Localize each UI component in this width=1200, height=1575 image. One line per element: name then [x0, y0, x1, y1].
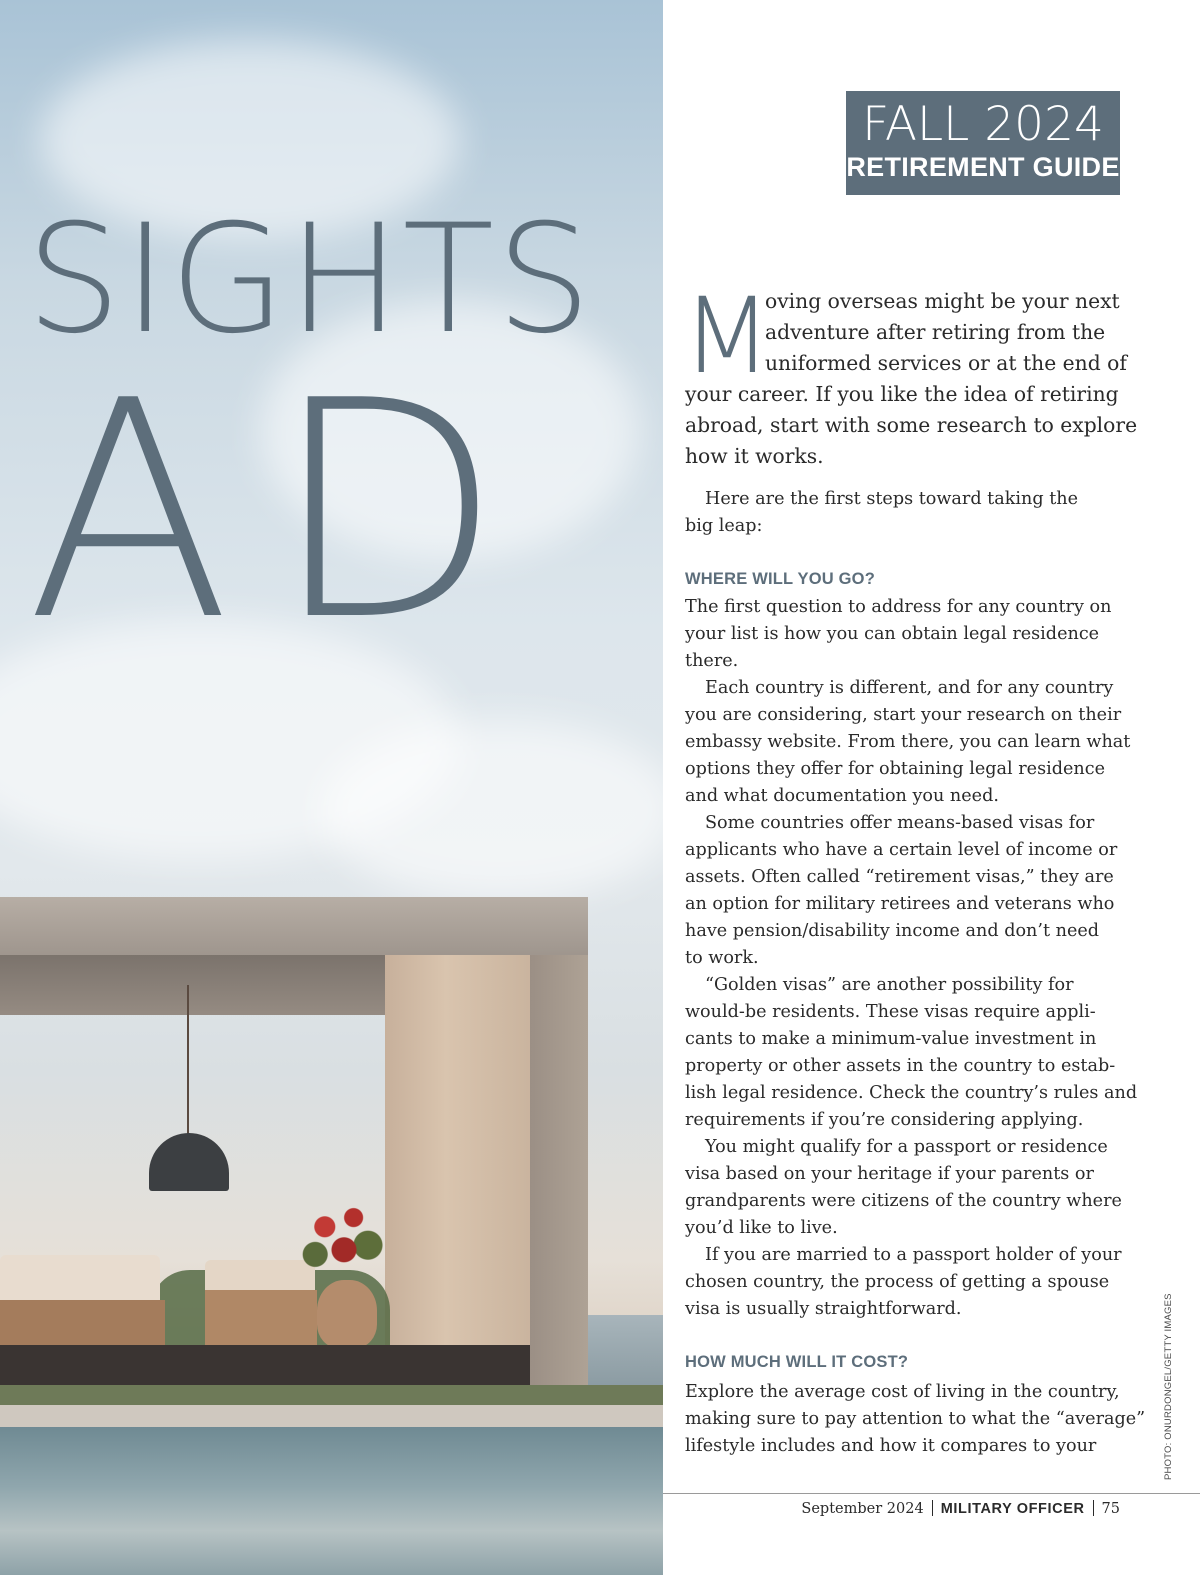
- body-line: Some countries offer means-based visas for: [705, 813, 1095, 833]
- intro-line: adventure after retiring from the: [765, 320, 1106, 344]
- footer-separator: [932, 1500, 933, 1516]
- body-line: chosen country, the process of getting a spouse: [685, 1272, 1110, 1292]
- body-line: “Golden visas” are another possibility for: [705, 975, 1074, 995]
- grass: [0, 1385, 663, 1405]
- body-line: Here are the first steps toward taking the: [705, 489, 1079, 509]
- footer-separator: [1093, 1500, 1094, 1516]
- body-line: cants to make a minimum-value investment in: [685, 1029, 1097, 1049]
- body-line: lifestyle includes and how it compares to your: [685, 1436, 1097, 1456]
- intro-line: uniformed services or at the end of: [765, 351, 1127, 375]
- pavilion-roof: [0, 897, 588, 959]
- body-line: visa is usually straightforward.: [685, 1299, 962, 1319]
- body-line: an option for military retirees and veterans who: [685, 894, 1115, 914]
- body-line: grandparents were citizens of the country where: [685, 1191, 1122, 1211]
- footer-magazine: MILITARY OFFICER: [940, 1501, 1085, 1517]
- page-footer: [801, 1500, 1120, 1517]
- pavilion-wall-side: [530, 955, 588, 1385]
- section-heading-where: WHERE WILL YOU GO?: [685, 570, 875, 588]
- body-line: would-be residents. These visas require appli-: [685, 1002, 1096, 1022]
- body-line: making sure to pay attention to what the “average”: [685, 1409, 1146, 1429]
- intro-line: abroad, start with some research to explore: [685, 413, 1138, 437]
- photo-credit: [1163, 1290, 1175, 1480]
- pool: [0, 1427, 663, 1575]
- body-line: you are considering, start your research on their: [685, 705, 1122, 725]
- body-line: Each country is different, and for any country: [705, 678, 1114, 698]
- body-line: your list is how you can obtain legal residence: [685, 624, 1100, 644]
- body-line: have pension/disability income and don’t need: [685, 921, 1100, 941]
- headline-sights: SIGHTS: [26, 193, 594, 367]
- lamp-cord: [187, 985, 189, 1135]
- body-line: The first question to address for any country on: [685, 597, 1112, 617]
- body-line: requirements if you’re considering applying.: [685, 1110, 1084, 1130]
- body-line: applicants who have a certain level of income or: [685, 840, 1118, 860]
- footer-date: September 2024: [801, 1501, 924, 1517]
- pendant-lamp: [149, 1133, 229, 1191]
- body-line: If you are married to a passport holder of your: [705, 1245, 1122, 1265]
- flower-arrangement: [296, 1190, 392, 1282]
- body-line: property or other assets in the country to estab-: [685, 1056, 1116, 1076]
- badge-season: FALL 2024: [862, 97, 1104, 152]
- body-line: there.: [685, 651, 739, 671]
- intro-line: your career. If you like the idea of retiring: [685, 382, 1119, 406]
- badge-title: RETIREMENT GUIDE: [846, 152, 1120, 182]
- drop-cap: M: [682, 275, 772, 397]
- body-line: you’d like to live.: [685, 1218, 838, 1238]
- retirement-guide-badge: [846, 91, 1120, 195]
- vase: [317, 1280, 377, 1348]
- photo-credit-text: PHOTO: ONURDONGEL/GETTY IMAGES: [1163, 1293, 1174, 1480]
- body-line: Explore the average cost of living in the country,: [685, 1382, 1120, 1402]
- sea: [588, 1315, 663, 1385]
- body-line: to work.: [685, 948, 759, 968]
- body-line: big leap:: [685, 516, 763, 536]
- body-line: You might qualify for a passport or residence: [705, 1137, 1108, 1157]
- sofa-frame: [0, 1300, 165, 1345]
- armchair-frame: [205, 1290, 317, 1345]
- headline-ad: AD: [26, 337, 543, 686]
- intro-line: oving overseas might be your next: [765, 289, 1120, 313]
- body-line: options they offer for obtaining legal residence: [685, 759, 1105, 779]
- body-line: visa based on your heritage if your parents or: [685, 1164, 1094, 1184]
- page-number: 75: [1101, 1501, 1120, 1517]
- body-line: assets. Often called “retirement visas,” they are: [685, 867, 1114, 887]
- footer-rule: [663, 1493, 1200, 1494]
- intro-line: how it works.: [685, 444, 824, 468]
- body-line: lish legal residence. Check the country’s rules and: [685, 1083, 1138, 1103]
- deck: [0, 1345, 530, 1385]
- pool-edge: [0, 1405, 663, 1427]
- body-line: embassy website. From there, you can learn what: [685, 732, 1131, 752]
- section-heading-cost: HOW MUCH WILL IT COST?: [685, 1353, 909, 1371]
- body-line: and what documentation you need.: [685, 786, 999, 806]
